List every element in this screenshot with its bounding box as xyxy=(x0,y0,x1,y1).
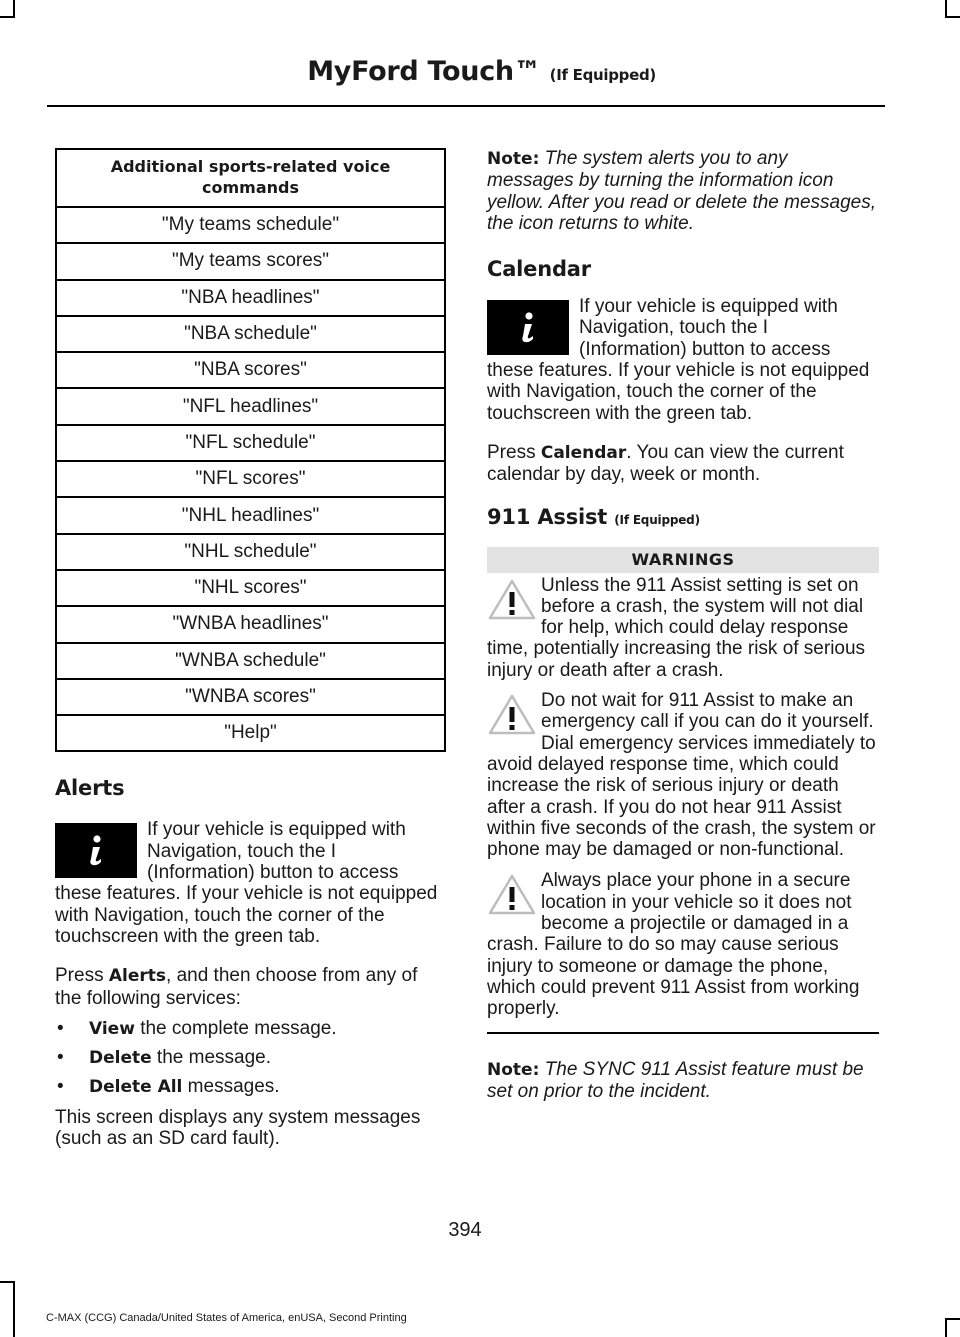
table-row xyxy=(56,280,445,316)
option-keyword: View xyxy=(89,1018,135,1039)
table-header-row xyxy=(56,149,445,207)
table-cell: "My teams schedule" xyxy=(56,207,445,243)
warnings-divider xyxy=(487,1032,879,1034)
alerts-heading: Alerts xyxy=(55,776,125,801)
table-row xyxy=(56,425,445,461)
calendar-press-prefix: Press xyxy=(487,441,541,463)
list-item xyxy=(55,1047,446,1069)
option-text: the message. xyxy=(151,1046,271,1068)
table-header: Additional sports-related voice commands xyxy=(56,149,445,207)
table-cell: "NHL schedule" xyxy=(56,534,445,570)
alerts-options-list xyxy=(55,1018,446,1098)
crop-mark xyxy=(945,1318,960,1320)
table-cell: "WNBA scores" xyxy=(56,679,445,715)
table-row xyxy=(56,534,445,570)
table-cell: "NHL scores" xyxy=(56,570,445,606)
alerts-press-keyword: Alerts xyxy=(108,966,167,987)
footer-text: C-MAX (CCG) Canada/United States of America, enUSA, Second Printing xyxy=(46,1312,407,1324)
right-column xyxy=(487,148,879,1102)
table-row xyxy=(56,679,445,715)
warning-triangle-icon xyxy=(487,577,537,621)
note-label: Note: xyxy=(487,149,540,169)
page-number: 394 xyxy=(448,1219,482,1241)
info-icon xyxy=(487,300,569,355)
table-cell: "WNBA headlines" xyxy=(56,606,445,642)
table-cell: "NFL schedule" xyxy=(56,425,445,461)
header-divider xyxy=(47,105,885,107)
list-item xyxy=(55,1076,446,1098)
alerts-intro: If your vehicle is equipped with Navigation, touch the I (Information) button to access these features. If your vehicle is not equipped with Navigation, touch the corner of the touchscreen with the green tab. xyxy=(55,819,438,947)
warning-item xyxy=(487,690,879,860)
warnings-header: WARNINGS xyxy=(487,547,879,573)
voice-commands-table xyxy=(55,148,446,752)
table-row xyxy=(56,497,445,533)
table-cell: "Help" xyxy=(56,715,445,751)
table-row xyxy=(56,316,445,352)
option-keyword: Delete All xyxy=(89,1076,183,1097)
table-row xyxy=(56,606,445,642)
alerts-press-text xyxy=(55,965,446,1009)
table-cell: "NBA headlines" xyxy=(56,280,445,316)
table-row xyxy=(56,461,445,497)
calendar-intro: If your vehicle is equipped with Navigation, touch the I (Information) button to access these features. If your vehicle is not equipped with Navigation, touch the corner of the touchscreen with the green tab. xyxy=(487,296,870,424)
note-label: Note: xyxy=(487,1059,540,1080)
table-row xyxy=(56,643,445,679)
alerts-press-suffix: , and then choose from any of the following services: xyxy=(55,965,418,1009)
crop-mark xyxy=(13,1281,15,1337)
note-text: The SYNC 911 Assist feature must be set on prior to the incident. xyxy=(487,1058,864,1102)
bullet-marker: • xyxy=(57,1017,64,1039)
calendar-press-text xyxy=(487,442,879,486)
info-glyph-icon xyxy=(516,311,540,345)
alerts-intro-block xyxy=(55,819,446,947)
left-column xyxy=(55,148,446,1149)
table-row xyxy=(56,388,445,424)
page-title-text: MyFord Touch™ xyxy=(307,56,541,87)
warning-item xyxy=(487,575,879,681)
bullet-marker: • xyxy=(57,1046,64,1068)
warning-triangle-icon xyxy=(487,692,537,736)
bullet-marker: • xyxy=(57,1075,64,1097)
table-cell: "NBA schedule" xyxy=(56,316,445,352)
crop-mark xyxy=(0,16,15,18)
option-text: the complete message. xyxy=(134,1017,337,1039)
table-row xyxy=(56,243,445,279)
table-row xyxy=(56,715,445,751)
table-cell: "WNBA schedule" xyxy=(56,643,445,679)
info-glyph-icon xyxy=(84,834,108,868)
crop-mark xyxy=(945,1318,947,1337)
info-icon xyxy=(55,823,137,878)
warning-text: Always place your phone in a secure location in your vehicle so it does not become a projectile or damaged in a crash. Failure to do so may cause serious injury to someone or damage the phone, which could prevent 911 Assist from working properly. xyxy=(487,870,860,1020)
assist-heading-qualifier: (If Equipped) xyxy=(614,512,700,527)
alerts-press-prefix: Press xyxy=(55,965,109,987)
table-cell: "NFL scores" xyxy=(56,461,445,497)
crop-mark xyxy=(0,1281,15,1283)
table-cell: "NBA scores" xyxy=(56,352,445,388)
alerts-summary: This screen displays any system messages (such as an SD card fault). xyxy=(55,1106,421,1150)
warning-triangle-icon xyxy=(487,872,537,916)
table-cell: "NFL headlines" xyxy=(56,388,445,424)
crop-mark xyxy=(13,0,15,16)
warning-item xyxy=(487,870,879,1019)
note-text: The system alerts you to any messages by turning the information icon yellow. After you read or delete the messages, the icon returns to white. xyxy=(487,148,877,234)
option-text: messages. xyxy=(182,1075,280,1097)
list-item xyxy=(55,1018,446,1040)
calendar-press-keyword: Calendar xyxy=(540,442,627,463)
option-keyword: Delete xyxy=(89,1047,152,1068)
table-cell: "NHL headlines" xyxy=(56,497,445,533)
note-assist xyxy=(487,1059,879,1103)
assist-heading-text: 911 Assist xyxy=(487,504,608,529)
assist-heading xyxy=(487,505,879,529)
table-cell: "My teams scores" xyxy=(56,243,445,279)
note-alerts xyxy=(487,148,879,234)
table-row xyxy=(56,207,445,243)
calendar-heading: Calendar xyxy=(487,257,591,282)
calendar-intro-block xyxy=(487,296,879,424)
page-title-qualifier: (If Equipped) xyxy=(549,66,656,84)
table-row xyxy=(56,352,445,388)
page-title xyxy=(307,56,656,87)
warning-text: Do not wait for 911 Assist to make an emergency call if you can do it yourself. Dial emergency services immediately to avoid delayed response time, which could increase the risk of serious injury or death after a crash. If you do not hear 911 Assist within five seconds of the crash, the system or phone may be damaged or non-functional. xyxy=(487,690,876,861)
crop-mark xyxy=(945,0,947,16)
calendar-press-suffix: . You can view the current calendar by day, week or month. xyxy=(487,441,844,486)
table-row xyxy=(56,570,445,606)
warnings-box xyxy=(487,547,879,1034)
crop-mark xyxy=(945,16,960,18)
warning-text: Unless the 911 Assist setting is set on before a crash, the system will not dial for help, which could delay response time, potentially increasing the risk of serious injury or death after a crash. xyxy=(487,574,866,681)
